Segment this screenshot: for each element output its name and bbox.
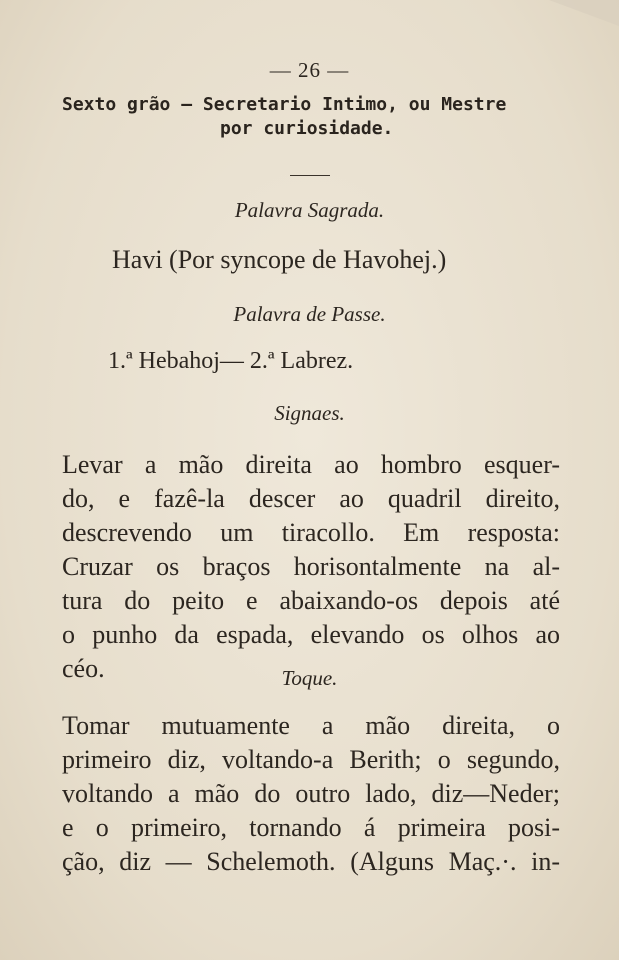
paragraph-line: voltando a mão do outro lado, diz—Neder;: [62, 779, 560, 808]
paragraph-line: tura do peito e abaixando-os depois até: [62, 586, 560, 615]
chapter-heading-line-1: Sexto grão — Secretario Intimo, ou Mestre: [62, 94, 507, 115]
palavra-passe-text: 1.ª Hebahoj— 2.ª Labrez.: [108, 348, 354, 374]
paragraph-line: Levar a mão direita ao hombro esquer-: [62, 450, 560, 479]
paragraph-line: e o primeiro, tornando á primeira posi-: [62, 813, 560, 842]
section-divider: [290, 175, 330, 176]
signaes-paragraph: [62, 448, 560, 686]
page-corner: [549, 0, 619, 26]
toque-paragraph: [62, 709, 560, 879]
signaes-label: Signaes.: [274, 401, 345, 425]
chapter-heading-line-2: por curiosidade.: [220, 118, 394, 139]
palavra-sagrada-label: Palavra Sagrada.: [234, 198, 385, 222]
paragraph-line: do, e fazê-la descer ao quadril direito,: [62, 484, 560, 513]
paragraph-line: primeiro diz, voltando-a Berith; o segundo,: [62, 745, 560, 774]
paragraph-line: ção, diz — Schelemoth. (Alguns Maç.·. in-: [62, 847, 560, 876]
chapter-heading: [62, 93, 562, 141]
palavra-sagrada-text: Havi (Por syncope de Havohej.): [112, 245, 447, 274]
paragraph-line: o punho da espada, elevando os olhos ao: [62, 620, 560, 649]
palavra-passe-label: Palavra de Passe.: [233, 302, 386, 326]
paragraph-line: céo.: [62, 654, 105, 683]
paragraph-line: Cruzar os braços horisontalmente na al-: [62, 552, 560, 581]
paragraph-line: descrevendo um tiracollo. Em resposta:: [62, 518, 560, 547]
paragraph-line: Tomar mutuamente a mão direita, o: [62, 711, 560, 740]
page-number: — 26 —: [269, 58, 350, 82]
toque-label: Toque.: [281, 666, 338, 690]
